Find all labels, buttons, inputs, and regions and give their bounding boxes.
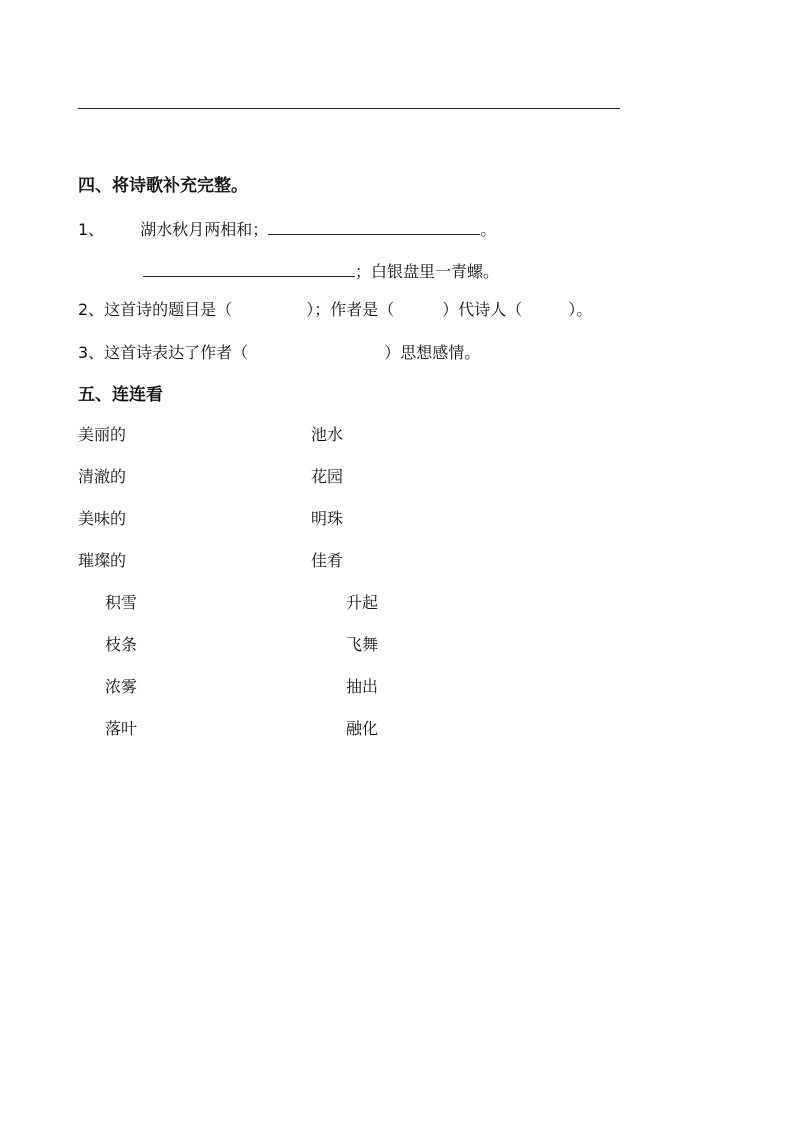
- question-2-author-prompt: ）；作者是（: [306, 300, 395, 319]
- poem-line-2: ；白银盘里一青螺。: [355, 262, 500, 281]
- question-3-end: ）思想感情。: [384, 343, 481, 362]
- question-1-line-1: [78, 218, 496, 240]
- poem-line-1: 湖水秋月两相和；: [140, 220, 269, 239]
- answer-line-top: [78, 108, 620, 109]
- poem-blank-1[interactable]: [268, 218, 480, 235]
- question-2-dynasty-prompt: ）代诗人（: [442, 300, 523, 319]
- section-4-heading: 四、将诗歌补充完整。: [78, 176, 248, 196]
- match-left-4[interactable]: 璀璨的: [78, 551, 127, 570]
- match-left-6[interactable]: 枝条: [105, 635, 138, 654]
- match-right-5[interactable]: 升起: [346, 593, 379, 612]
- match-right-2[interactable]: 花园: [311, 467, 344, 486]
- question-3-prompt: 3、这首诗表达了作者（: [78, 343, 249, 362]
- match-right-6[interactable]: 飞舞: [346, 635, 379, 654]
- match-left-1[interactable]: 美丽的: [78, 425, 127, 444]
- match-right-8[interactable]: 融化: [346, 719, 379, 738]
- match-left-5[interactable]: 积雪: [105, 593, 138, 612]
- question-1-number: 1、: [78, 220, 105, 239]
- match-left-7[interactable]: 浓雾: [105, 677, 138, 696]
- poem-line-1-end: 。: [480, 220, 497, 239]
- match-left-3[interactable]: 美味的: [78, 509, 127, 528]
- match-right-3[interactable]: 明珠: [311, 509, 344, 528]
- question-2-title-prompt: 2、这首诗的题目是（: [78, 300, 233, 319]
- poem-blank-2[interactable]: [143, 260, 355, 277]
- match-left-2[interactable]: 清澈的: [78, 467, 127, 486]
- section-5-heading: 五、连连看: [78, 385, 163, 405]
- match-right-7[interactable]: 抽出: [346, 677, 379, 696]
- match-left-8[interactable]: 落叶: [105, 719, 138, 738]
- match-right-4[interactable]: 佳肴: [311, 551, 344, 570]
- match-right-1[interactable]: 池水: [311, 425, 344, 444]
- question-2-end: ）。: [568, 300, 593, 319]
- question-2: [78, 300, 592, 320]
- question-3: [78, 343, 480, 363]
- question-1-line-2: [143, 260, 499, 282]
